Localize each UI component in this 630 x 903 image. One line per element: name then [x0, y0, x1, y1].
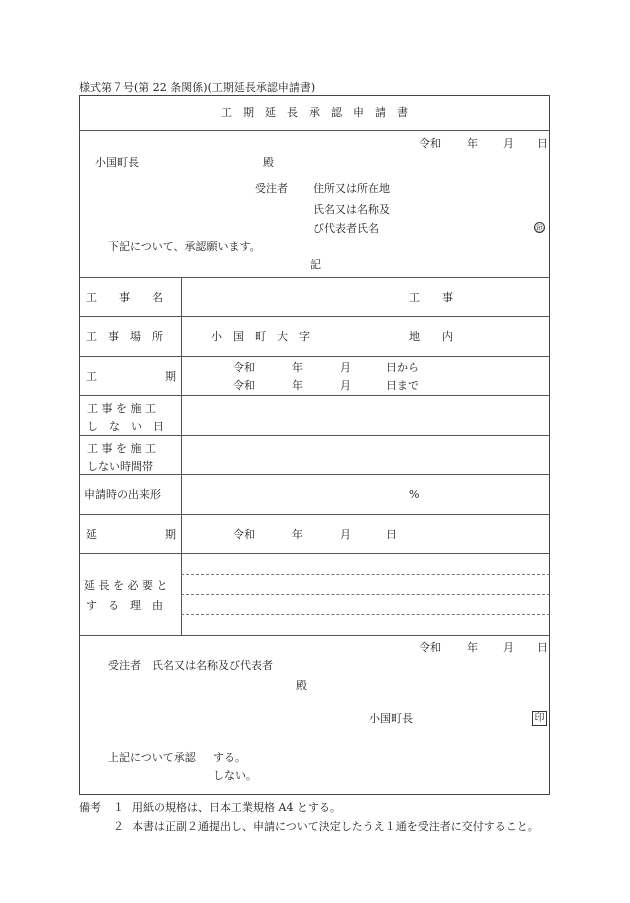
approval-option-no: しない。 — [213, 769, 257, 782]
work-place-suffix: 地 内 — [409, 330, 453, 343]
no-work-hours-label-1: 工 事 を 施 工 — [87, 442, 156, 455]
ki-label: 記 — [310, 258, 321, 271]
approval-option-yes: する。 — [213, 751, 246, 764]
official-seal-box: 印 — [532, 711, 547, 726]
request-statement: 下記について、承認願います。 — [108, 240, 261, 253]
reason-label-2: す る 理 由 — [86, 599, 163, 612]
work-name-label: 工 事 名 — [86, 291, 163, 304]
period-from-year: 年 — [292, 361, 303, 374]
label-column-divider — [181, 277, 182, 635]
divider — [79, 277, 550, 278]
extension-day: 日 — [386, 528, 397, 541]
no-work-days-label-2: し な い 日 — [87, 420, 164, 433]
approval-year-unit: 年 — [467, 641, 478, 654]
no-work-days-label-1: 工 事 を 施 工 — [87, 402, 156, 415]
extension-label-1: 延 — [86, 528, 97, 541]
divider — [79, 435, 550, 436]
period-from-month: 月 — [340, 361, 351, 374]
divider — [79, 316, 550, 317]
no-work-hours-label-2: しない時間帯 — [87, 460, 153, 473]
divider — [79, 553, 550, 554]
approval-issuer: 小国町長 — [369, 712, 413, 725]
extension-label-2: 期 — [165, 528, 176, 541]
period-label-2: 期 — [165, 370, 176, 383]
approval-statement: 上記について承認 — [108, 751, 196, 764]
period-to-month: 月 — [340, 379, 351, 392]
work-place-label: 工 事 場 所 — [86, 330, 163, 343]
request-era: 令和 — [419, 137, 441, 150]
request-month-unit: 月 — [503, 137, 514, 150]
note1-number: １ — [113, 801, 124, 814]
period-from-era: 令和 — [233, 361, 255, 374]
approval-honorific: 殿 — [296, 679, 307, 692]
addressee-honorific: 殿 — [263, 156, 274, 169]
divider — [79, 514, 550, 515]
divider — [79, 356, 550, 357]
name-label-line1: 氏名又は名称及 — [313, 203, 390, 216]
reason-line-3 — [181, 614, 550, 615]
request-day-unit: 日 — [537, 137, 548, 150]
addressee: 小国町長 — [95, 156, 139, 169]
progress-unit: % — [409, 488, 420, 501]
period-from-label: 日から — [386, 361, 419, 374]
address-label: 住所又は所在地 — [313, 182, 390, 195]
work-place-prefix: 小 国 町 大 字 — [211, 330, 310, 343]
approval-day-unit: 日 — [537, 641, 548, 654]
approval-contractor-line: 受注者 氏名又は名称及び代表者 — [108, 659, 273, 672]
divider — [79, 474, 550, 475]
reason-line-2 — [181, 594, 550, 595]
divider — [79, 130, 550, 131]
period-to-label: 日まで — [386, 379, 419, 392]
seal-mark: ㊞ — [535, 224, 544, 233]
form-title: 工 期 延 長 承 認 申 請 書 — [221, 106, 408, 119]
period-label-1: 工 — [86, 370, 97, 383]
approval-month-unit: 月 — [503, 641, 514, 654]
note1-text: 用紙の規格は、日本工業規格 A4 とする。 — [132, 801, 341, 814]
extension-era: 令和 — [233, 528, 255, 541]
name-label-line2: び代表者氏名 — [313, 222, 379, 235]
divider — [79, 635, 550, 636]
notes-label: 備考 — [79, 801, 101, 814]
request-year-unit: 年 — [467, 137, 478, 150]
contractor-label: 受注者 — [255, 182, 288, 195]
extension-year: 年 — [292, 528, 303, 541]
reason-line-1 — [181, 574, 550, 575]
approval-era: 令和 — [419, 641, 441, 654]
progress-label: 申請時の出来形 — [84, 488, 161, 501]
period-to-year: 年 — [292, 379, 303, 392]
divider — [79, 395, 550, 396]
work-name-suffix: 工 事 — [409, 291, 453, 304]
note2-number: ２ — [113, 820, 124, 833]
extension-month: 月 — [340, 528, 351, 541]
form-reference: 様式第７号(第 22 条関係)(工期延長承認申請書) — [79, 81, 316, 94]
note2-text: 本書は正副２通提出し、申請について決定したうえ１通を受注者に交付すること。 — [132, 820, 539, 833]
reason-label-1: 延 長 を 必 要 と — [84, 579, 168, 592]
period-to-era: 令和 — [233, 379, 255, 392]
